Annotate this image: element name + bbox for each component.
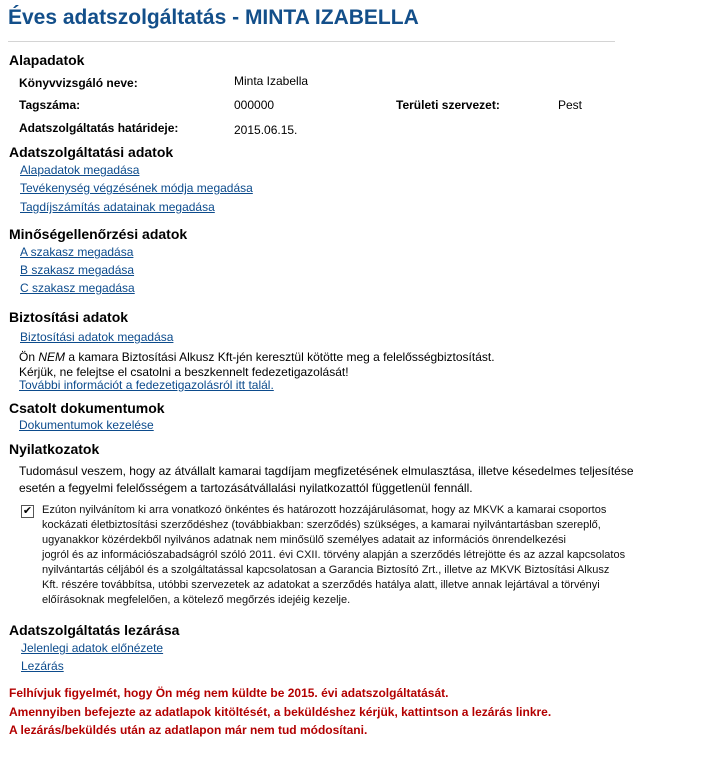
declaration-line: kockázati életbiztosítási szerződéshez (továbbiakban: szerződés) szükséges, a kamarai nyilvántartásban szereplő, (42, 519, 601, 531)
auditor-name-value: Minta Izabella (234, 74, 309, 88)
link-c-szakasz[interactable]: C szakasz megadása (20, 281, 135, 295)
link-b-szakasz[interactable]: B szakasz megadása (20, 263, 135, 277)
deadline-value: 2015.06.15. (234, 123, 298, 137)
title-divider (8, 41, 615, 42)
page-title (8, 6, 419, 30)
link-tagdijszamitas-megadasa[interactable]: Tagdíjszámítás adatainak megadása (20, 200, 215, 214)
fee-statement (19, 463, 634, 497)
member-number-value: 000000 (234, 98, 275, 112)
declaration-line: nyilvántartás céljából és a szolgáltatással kapcsolatosan a Garancia Biztosító Zrt., illetve az MKVK Biztosítási Alkusz (42, 564, 610, 576)
insurance-notice-pre: Ön (19, 350, 39, 364)
deadline-label: Adatszolgáltatás határideje: (19, 121, 179, 135)
link-biztositasi-adatok[interactable]: Biztosítási adatok megadása (20, 330, 174, 344)
member-number-label: Tagszáma: (19, 98, 81, 112)
link-dokumentumok-kezelese[interactable]: Dokumentumok kezelése (19, 418, 154, 432)
warning-not-submitted: Felhívjuk figyelmét, hogy Ön még nem küldte be 2015. évi adatszolgáltatását. (9, 686, 449, 700)
link-alapadatok-megadasa[interactable]: Alapadatok megadása (20, 163, 140, 177)
section-heading-adatszolgaltatasi: Adatszolgáltatási adatok (9, 144, 174, 160)
declaration-line: Kft. részére továbbítsa, utóbbi szervezetek az adatokat a szerződés hatálya alatt, illetve annak lejártával a törvényi (42, 579, 600, 591)
insurance-notice-emphasis: NEM (38, 350, 66, 364)
declaration-line: előírásoknak megfelelően, a kötelező megőrzés idejéig kezelje. (42, 594, 351, 606)
page-title-prefix: Éves adatszolgáltatás - (8, 6, 245, 29)
section-heading-csatolt: Csatolt dokumentumok (9, 400, 165, 416)
region-value: Pest (558, 98, 583, 112)
consent-checkbox[interactable]: ✔ (22, 505, 33, 517)
link-adatok-elonezete[interactable]: Jelenlegi adatok előnézete (21, 641, 164, 655)
declaration-line: ugyanakkor közérdekből nyilvános adatnak nem minősülő személyes adatait az információs önrendelkezési (42, 534, 567, 546)
insurance-notice-line2: Kérjük, ne felejtse el csatolni a beszkennelt fedezetigazolását! (19, 365, 349, 379)
section-heading-lezaras: Adatszolgáltatás lezárása (9, 622, 180, 638)
fee-statement-line: esetén a fegyelmi felelősségem a tartozásátvállalási nyilatkozattól függetlenül fennáll. (19, 481, 473, 495)
section-heading-alapadatok: Alapadatok (9, 52, 85, 68)
page-title-name: MINTA IZABELLA (244, 6, 419, 29)
fee-statement-line: Tudomásul veszem, hogy az átvállalt kamarai tagdíjam megfizetésének elmulasztása, illetve késedelmes teljesítése (19, 464, 634, 478)
warning-how-to-submit: Amennyiben befejezte az adatlapok kitöltését, a beküldéshez kérjük, kattintson a lezárás linkre. (9, 705, 552, 719)
declaration-line: Ezúton nyilvánítom ki arra vonatkozó önkéntes és határozott hozzájárulásomat, hogy az MKVK a kamarai csoportos (42, 504, 607, 516)
declaration-line: jogról és az információszabadságról szóló 2011. évi CXII. törvény alapján a szerződés létrejötte és az azzal kapcsolatos (42, 549, 626, 561)
link-a-szakasz[interactable]: A szakasz megadása (20, 245, 134, 259)
auditor-name-label: Könyvvizsgáló neve: (19, 76, 138, 90)
section-heading-nyilatkozatok: Nyilatkozatok (9, 441, 100, 457)
region-label: Területi szervezet: (396, 98, 500, 112)
section-heading-biztositasi: Biztosítási adatok (9, 309, 129, 325)
insurance-notice-post: a kamara Biztosítási Alkusz Kft-jén keresztül kötötte meg a felelősségbiztosítást. (65, 350, 495, 364)
section-heading-minoseg: Minőségellenőrzési adatok (9, 226, 188, 242)
link-tevekenyseg-megadasa[interactable]: Tevékenység végzésének módja megadása (20, 181, 253, 195)
link-lezaras[interactable]: Lezárás (21, 659, 64, 673)
insurance-notice-line1 (19, 350, 495, 365)
warning-no-modification: A lezárás/beküldés után az adatlapon már nem tud módosítani. (9, 723, 368, 737)
consent-declaration (42, 503, 682, 608)
link-fedezetigazolas-info[interactable]: További információt a fedezetigazolásról itt talál. (19, 378, 274, 392)
